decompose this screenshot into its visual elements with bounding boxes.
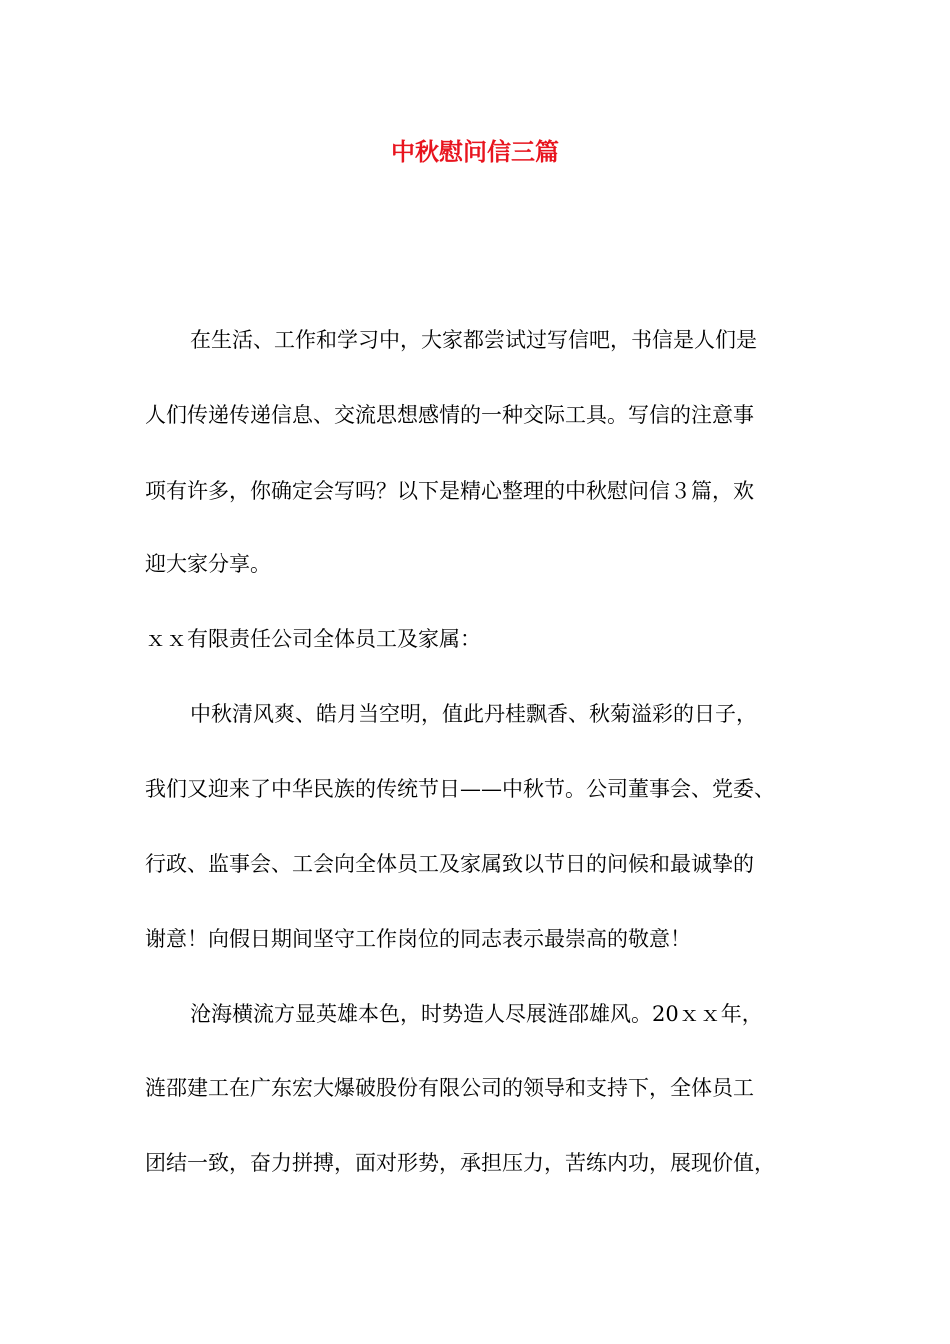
paragraph-line: 项有许多，你确定会写吗？以下是精心整理的中秋慰问信３篇，欢	[145, 479, 754, 503]
paragraph-line: 团结一致，奋力拼搏，面对形势，承担压力，苦练内功，展现价值，	[145, 1151, 775, 1175]
paragraph-line: 迎大家分享。	[145, 552, 271, 576]
paragraph-line: 涟邵建工在广东宏大爆破股份有限公司的领导和支持下，全体员工	[145, 1076, 754, 1100]
paragraph-line: 人们传递传递信息、交流思想感情的一种交际工具。写信的注意事	[145, 403, 754, 427]
document-title: 中秋慰问信三篇	[391, 137, 559, 166]
paragraph-line: 行政、监事会、工会向全体员工及家属致以节日的问候和最诚挚的	[145, 852, 754, 876]
paragraph-line: 在生活、工作和学习中，大家都尝试过写信吧，书信是人们是	[190, 328, 757, 352]
salutation-line: ｘｘ有限责任公司全体员工及家属：	[145, 627, 481, 651]
paragraph-line: 中秋清风爽、皓月当空明，值此丹桂飘香、秋菊溢彩的日子，	[190, 702, 757, 726]
paragraph-line: 谢意！向假日期间坚守工作岗位的同志表示最崇高的敬意！	[145, 927, 691, 951]
paragraph-line: 我们又迎来了中华民族的传统节日——中秋节。公司董事会、党委、	[145, 777, 775, 801]
paragraph-line: 沧海横流方显英雄本色，时势造人尽展涟邵雄风。20ｘｘ年，	[190, 1002, 763, 1026]
